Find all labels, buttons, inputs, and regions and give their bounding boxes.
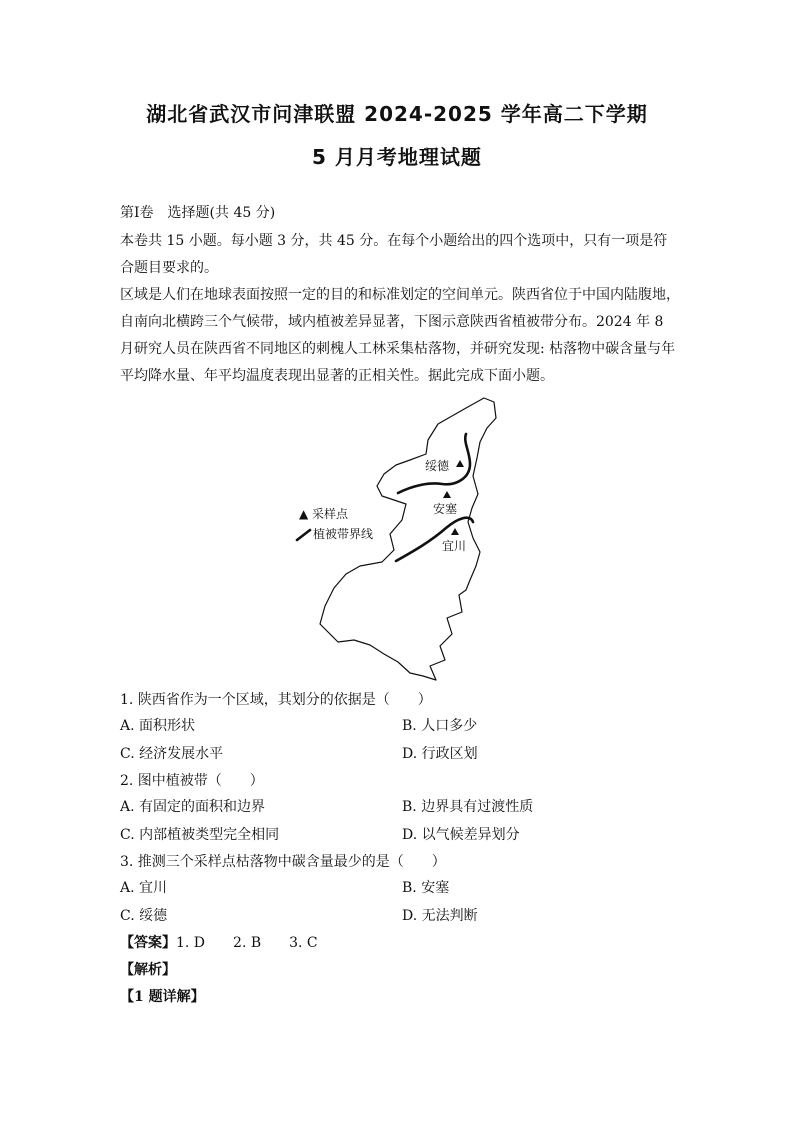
analysis-label: 【解析】 <box>120 962 176 978</box>
question-3-option-b: B. 安塞 <box>402 880 450 896</box>
shaanxi-vegetation-map <box>290 390 520 690</box>
answer-label: 【答案】 <box>120 935 176 951</box>
question-2-stem: 2. 图中植被带（ ） <box>120 773 264 789</box>
question-1-stem: 1. 陕西省作为一个区域，其划分的依据是（ ） <box>120 692 432 708</box>
legend-boundary-label: 植被带界线 <box>313 527 374 541</box>
legend-boundary-icon <box>297 530 310 540</box>
question-2-option-c: C. 内部植被类型完全相同 <box>120 827 280 843</box>
question-2-option-d: D. 以气候差异划分 <box>402 827 520 843</box>
question-1-option-a: A. 面积形状 <box>120 718 196 734</box>
answer-line <box>120 933 318 953</box>
sample-point-yichuan-icon <box>451 528 459 535</box>
detail-label: 【1 题详解】 <box>120 989 205 1005</box>
question-3-stem: 3. 推测三个采样点枯落物中碳含量最少的是（ ） <box>120 854 446 870</box>
place-label-ansai: 安塞 <box>433 502 458 516</box>
answer-text: 1. D 2. B 3. C <box>176 935 318 951</box>
question-1-option-d: D. 行政区划 <box>402 746 478 762</box>
section-heading: 第Ⅰ卷 选择题(共 45 分) <box>120 205 276 221</box>
passage-text: 区域是人们在地球表面按照一定的目的和标准划定的空间单元。陕西省位于中国内陆腹地，自南向北横跨三个气候带，域内植被差异显著，下图示意陕西省植被带分布。2024 年 8 月研究人员在陕西省不同地区的刺槐人工林采集枯落物，并研究发现: 枯落物中碳含量与年平均降水量、年平均温度表现出显著的正相关性。据此完成下面小题。 <box>120 287 680 384</box>
question-2-option-b: B. 边界具有过渡性质 <box>402 799 534 815</box>
section-instructions: 本卷共 15 小题。每小题 3 分，共 45 分。在每个小题给出的四个选项中，只有一项是符合题目要求的。 <box>120 233 668 276</box>
place-label-yichuan: 宜川 <box>442 539 467 553</box>
question-1-option-b: B. 人口多少 <box>402 718 478 734</box>
legend-sample-point: ▲ 采样点 <box>299 507 349 521</box>
place-label-suide: 绥德 <box>425 459 450 473</box>
question-3-option-a: A. 宜川 <box>120 880 168 896</box>
question-2-option-a: A. 有固定的面积和边界 <box>120 799 266 815</box>
question-3-option-d: D. 无法判断 <box>402 908 478 924</box>
question-1-option-c: C. 经济发展水平 <box>120 746 224 762</box>
sample-point-ansai-icon <box>443 491 451 498</box>
page-title: 湖北省武汉市问津联盟 2024-2025 学年高二下学期 <box>146 102 648 126</box>
page-subtitle: 5 月月考地理试题 <box>312 145 482 169</box>
sample-point-suide-icon <box>456 460 464 467</box>
question-3-option-c: C. 绥德 <box>120 908 168 924</box>
